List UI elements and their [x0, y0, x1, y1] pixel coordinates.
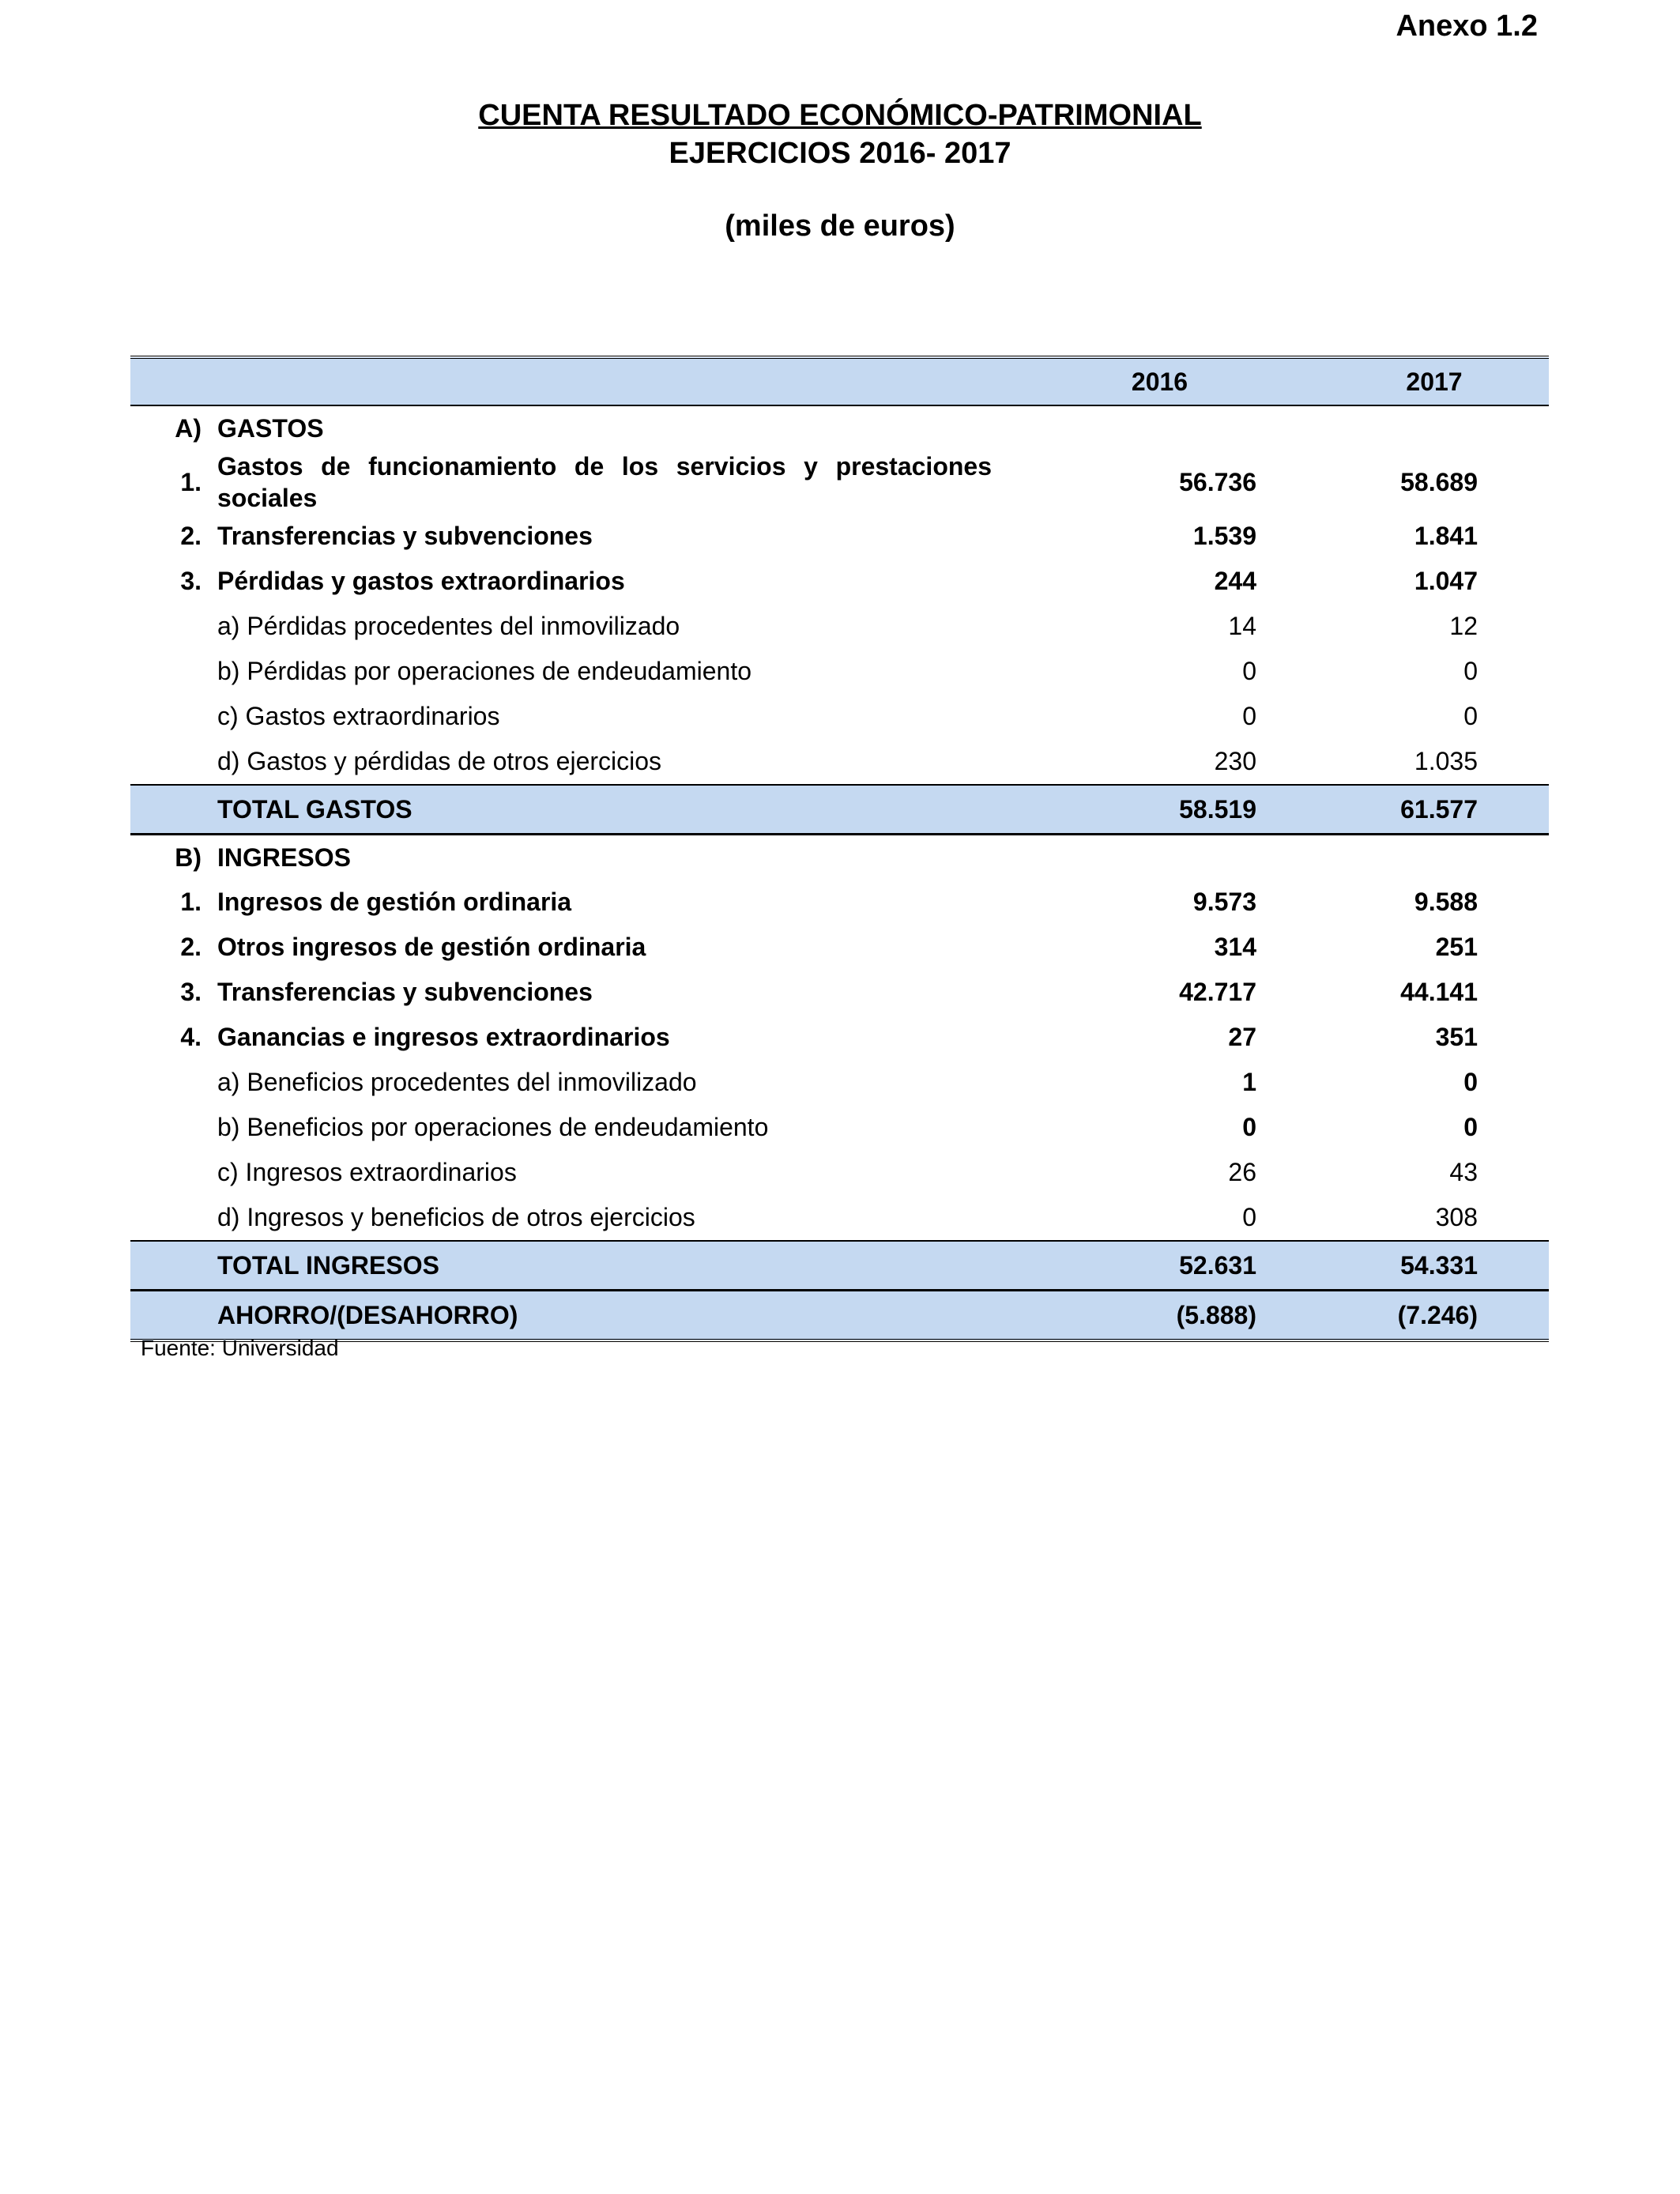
row-number: 4.: [180, 1023, 202, 1051]
section-letter: A): [175, 413, 202, 443]
total-value-2016: 58.519: [1000, 785, 1320, 835]
value-2016: 244: [1214, 567, 1256, 595]
ahorro-label: AHORRO/(DESAHORRO): [217, 1291, 1000, 1341]
value-2017: 0: [1463, 1113, 1478, 1141]
value-2017: 1.047: [1414, 567, 1478, 595]
row-number: 2.: [180, 522, 202, 550]
section-title: INGRESOS: [217, 843, 351, 872]
value-2017: 1.841: [1414, 522, 1478, 550]
table-row: [130, 1150, 1549, 1195]
row-label: Otros ingresos de gestión ordinaria: [217, 933, 646, 961]
row-number: 3.: [180, 978, 202, 1006]
row-label: d) Ingresos y beneficios de otros ejercicios: [217, 1203, 695, 1231]
table-row: [130, 1060, 1549, 1105]
table-header-row: [130, 357, 1549, 405]
table-row: [130, 1015, 1549, 1060]
table-row: [130, 970, 1549, 1015]
table-row: [130, 1195, 1549, 1241]
total-value-2017: 54.331: [1320, 1241, 1549, 1291]
row-label: Transferencias y subvenciones: [217, 522, 593, 550]
table-row: [130, 925, 1549, 970]
row-label: Ingresos de gestión ordinaria: [217, 888, 572, 916]
table-row: [130, 1105, 1549, 1150]
table-row: [130, 559, 1549, 604]
row-label: d) Gastos y pérdidas de otros ejercicios: [217, 747, 662, 775]
title-block: [0, 96, 1680, 245]
value-2016: 0: [1242, 702, 1256, 730]
section-ingresos-row: [130, 835, 1549, 880]
value-2016: 1: [1242, 1068, 1256, 1096]
value-2017: 12: [1449, 612, 1478, 640]
row-number: 2.: [180, 933, 202, 961]
document-title: CUENTA RESULTADO ECONÓMICO-PATRIMONIAL: [478, 99, 1202, 132]
ahorro-value-2016: (5.888): [1000, 1291, 1320, 1341]
value-2017: 251: [1435, 933, 1478, 961]
row-label: Pérdidas y gastos extraordinarios: [217, 567, 625, 595]
row-label-text: Gastos de funcionamiento de los servicios y prestaciones sociales: [217, 452, 992, 512]
row-label: c) Ingresos extraordinarios: [217, 1158, 517, 1186]
source-note: Fuente: Universidad: [141, 1336, 339, 1360]
table-row: [130, 514, 1549, 559]
units-label: (miles de euros): [725, 209, 955, 243]
row-number: 1.: [180, 467, 202, 496]
total-gastos-row: [130, 785, 1549, 835]
value-2017: 1.035: [1414, 747, 1478, 775]
value-2017: 43: [1449, 1158, 1478, 1186]
row-label: b) Pérdidas por operaciones de endeudamiento: [217, 657, 752, 685]
table-row: [130, 649, 1549, 694]
document-subtitle: EJERCICIOS 2016- 2017: [669, 137, 1011, 170]
value-2017: 308: [1435, 1203, 1478, 1231]
value-2017: 9.588: [1414, 888, 1478, 916]
total-value-2017: 61.577: [1320, 785, 1549, 835]
value-2016: 0: [1242, 657, 1256, 685]
value-2016: 56.736: [1179, 467, 1256, 496]
row-label: a) Beneficios procedentes del inmovilizado: [217, 1068, 697, 1096]
section-title: GASTOS: [217, 413, 324, 443]
value-2016: 0: [1242, 1113, 1256, 1141]
row-label: c) Gastos extraordinarios: [217, 702, 500, 730]
column-header-2017: 2017: [1320, 357, 1549, 405]
row-label: Transferencias y subvenciones: [217, 978, 593, 1006]
value-2017: 0: [1463, 657, 1478, 685]
value-2016: 0: [1242, 1203, 1256, 1231]
annex-label: Anexo 1.2: [1396, 9, 1538, 43]
table-row: [130, 880, 1549, 925]
value-2016: 314: [1214, 933, 1256, 961]
row-label: [217, 450, 1000, 514]
ahorro-row: [130, 1291, 1549, 1341]
ahorro-value-2017: (7.246): [1320, 1291, 1549, 1341]
value-2017: 44.141: [1400, 978, 1478, 1006]
value-2017: 0: [1463, 702, 1478, 730]
row-label: Ganancias e ingresos extraordinarios: [217, 1023, 670, 1051]
table-row: [130, 739, 1549, 785]
column-header-2016: 2016: [1000, 357, 1320, 405]
value-2016: 230: [1214, 747, 1256, 775]
table-row: [130, 450, 1549, 514]
row-number: 3.: [180, 567, 202, 595]
total-ingresos-row: [130, 1241, 1549, 1291]
value-2017: 351: [1435, 1023, 1478, 1051]
results-table: [130, 356, 1549, 1342]
table-row: [130, 694, 1549, 739]
value-2016: 27: [1228, 1023, 1256, 1051]
section-letter: B): [175, 843, 202, 872]
value-2016: 42.717: [1179, 978, 1256, 1006]
total-label: TOTAL GASTOS: [217, 785, 1000, 835]
row-label: a) Pérdidas procedentes del inmovilizado: [217, 612, 680, 640]
value-2016: 1.539: [1192, 522, 1256, 550]
value-2016: 14: [1228, 612, 1256, 640]
row-number: 1.: [180, 888, 202, 916]
total-label: TOTAL INGRESOS: [217, 1241, 1000, 1291]
section-gastos-row: [130, 405, 1549, 450]
row-label: b) Beneficios por operaciones de endeudamiento: [217, 1113, 769, 1141]
table-row: [130, 604, 1549, 649]
value-2016: 9.573: [1192, 888, 1256, 916]
value-2017: 58.689: [1400, 467, 1478, 496]
value-2017: 0: [1463, 1068, 1478, 1096]
value-2016: 26: [1228, 1158, 1256, 1186]
total-value-2016: 52.631: [1000, 1241, 1320, 1291]
